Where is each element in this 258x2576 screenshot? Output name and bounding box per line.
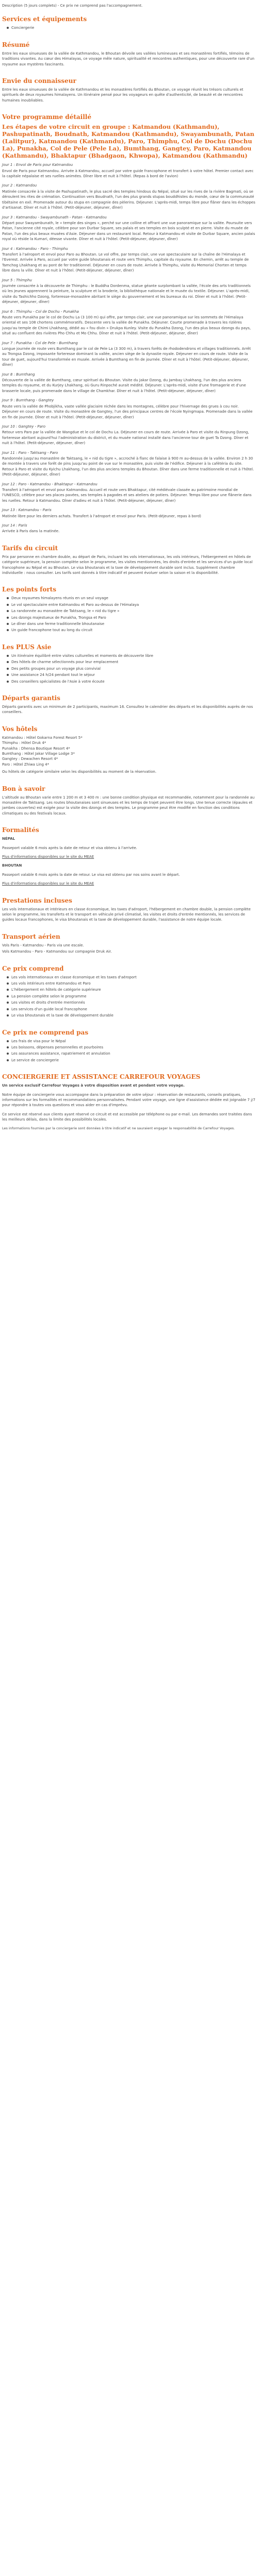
page [0,0,258,1131]
day-text: Départ pour Swayambunath, le « temple des singes », perché sur une colline et offrant une vue panoramique sur la vallée. Poursuite vers Patan, l'ancienne cité royale, célèbre pour son Durbar Square, ses palais et ses temples en bois sculpté et en pierre. Visite du musée de Patan, l'un des plus beaux musées d'Asie. Déjeuner dans un restaurant local. Retour à Katmandou et visite de Durbar Square, ancien palais royal où réside la Kumari, déesse vivante. Dîner et nuit à l'hôtel. (Petit-déjeuner, déjeuner, dîner) [2,221,255,242]
services-list [2,25,255,30]
programme-heading: Votre programme détaillé [2,113,91,121]
day-list [2,162,255,534]
list-item-text: Le dîner dans une ferme traditionnelle bhoutanaise [11,622,104,626]
list-item-text: L'hébergement en hôtels de catégorie supérieure [11,988,101,992]
services-heading: Services et équipements [2,15,87,23]
departs-heading: Départs garantis [2,694,60,702]
prix-ne-comprend-heading: Ce prix ne comprend pas [2,1028,89,1036]
day-item [2,398,255,420]
meae-link[interactable]: Plus d'informations disponibles sur le site du MEAE [2,855,94,859]
list-item [11,1013,255,1018]
formalites-text: Passeport valable 6 mois après la date de retour et visa obtenu à l'arrivée. [2,845,137,850]
meae-link[interactable]: Plus d'informations disponibles sur le site du MEAE [2,882,94,886]
bullet-icon [7,629,9,631]
list-item [11,975,255,980]
day-item [2,215,255,242]
list-item-text: Conciergerie [11,26,35,30]
formalites-country: BHOUTAN [2,863,22,868]
list-item-text: Des petits groupes pour un voyage plus convivial [11,666,101,671]
formalites-heading: Formalités [2,826,39,834]
list-item-text: Deux royaumes himalayens réunis en un seul voyage [11,596,108,601]
day-text: Route vers la vallée de Phobjikha, vaste vallée glaciaire nichée dans les montagnes, célèbre pour l'hivernage des grues à cou noir. Déjeuner en cours de route. Visite du monastère de Gangtey, l'un des principaux centres de l'école Nyingmapa. Promenade dans la vallée en fin de journée. Dîner et nuit à l'hôtel. (Petit-déjeuner, déjeuner, dîner) [2,404,253,419]
tarifs-text: Prix par personne en chambre double, au départ de Paris, incluant les vols internationaux, les vols intérieurs, l'hébergement en hôtels de catégorie supérieure, la pension complète selon le programme, les visites mentionnées, les droits d'entrée et les services d'un guide local francophone au Népal et au Bhoutan. Le visa bhoutanais et la taxe de développement durable sont inclus. Supplément chambre individuelle : nous consulter. Les tarifs sont donnés à titre indicatif et peuvent évoluer selon la saison et la disponibilité. [2,554,253,575]
list-item-text: Le visa bhoutanais et la taxe de développement durable [11,1013,114,1018]
list-item [11,1051,255,1056]
day-title: Jour 3 : Katmandou - Swayambunath - Patan - Katmandou [2,215,107,219]
list-item-text: Les frais de visa pour le Népal [11,1039,66,1043]
conciergerie-text: Notre équipe de conciergerie vous accompagne dans la préparation de votre séjour : réservation de restaurants, conseils pratiques, informations sur les formalités et recommandations personnalisées. Pendant votre voyage, une ligne d'assistance dédiée est joignable 7 j/7 pour répondre à toutes vos questions et vous aider en cas d'imprévu. [2,1092,255,1108]
day-title: Jour 2 : Katmandou [2,183,37,188]
list-item [11,608,255,614]
day-title: Jour 4 : Katmandou - Paro - Thimphu [2,246,68,251]
envie-text: Entre les eaux sinueuses de la vallée de Kathmandou et les monastères fortifiés du Bhoutan, ce voyage réunit les trésors culturels et spirituels de deux royaumes himalayens. Un itinéraire pensé pour les voyageurs en quête d'authenticité, de beauté et de rencontres humaines inoubliables. [2,88,244,103]
list-item-text: Des conseillers spécialistes de l'Asie à votre écoute [11,679,105,684]
day-text: Matinée consacrée à la visite de Pashupatinath, le plus sacré des temples hindous du Népal, situé sur les rives de la rivière Bagmati, où se déroulent les rites de crémation. Continuation vers Boudnath, l'un des plus grands stupas bouddhistes du monde, cœur de la communauté tibétaine en exil. Promenade autour du stupa en compagnie des pèlerins. Déjeuner. L'après-midi, temps libre pour flâner dans les échoppes d'artisanat. Dîner et nuit à l'hôtel. (Petit-déjeuner, déjeuner, dîner) [2,189,255,210]
hotel-item: Gangtey : Dewachen Resort 4* [2,757,58,761]
day-text: Découverte de la vallée de Bumthang, cœur spirituel du Bhoutan. Visite du Jakar Dzong, du Jambay Lhakhang, l'un des plus anciens temples du royaume, et du Kurjey Lhakhang, où Guru Rinpoché aurait médité. Déjeuner. L'après-midi, visite d'une fromagerie et d'une brasserie locale, puis promenade dans le village de Chamkhar. Dîner et nuit à l'hôtel. (Petit-déjeuner, déjeuner, dîner) [2,378,246,393]
hotels-list [2,735,255,767]
day-text: Envol de Paris pour Katmandou. Arrivée à Katmandou, accueil par votre guide francophone et transfert à votre hôtel. Premier contact avec la capitale népalaise et ses ruelles animées. Dîner libre et nuit à l'hôtel. (Repas à bord de l'avion) [2,168,254,179]
day-text: Arrivée à Paris dans la matinée. [2,529,60,534]
day-item [2,341,255,368]
list-item-text: La pension complète selon le programme [11,994,87,998]
day-text: Transfert à l'aéroport et envol pour Katmandou. Accueil et route vers Bhaktapur, cité médiévale classée au patrimoine mondial de l'UNESCO, célèbre pour ses places pavées, ses temples à pagodes et ses ateliers de potiers. Déjeuner. Temps libre pour une flânerie dans les ruelles. Retour à Katmandou. Dîner d'adieu et nuit à l'hôtel. (Petit-déjeuner, déjeuner, dîner) [2,487,252,503]
intro-text: Description (5 jours complets) - Ce prix ne comprend pas l'accompagnement. [2,4,143,8]
list-item-text: Les boissons, dépenses personnelles et pourboires [11,1045,103,1049]
bullet-icon [7,674,9,676]
list-item-text: Les visites et droits d'entrée mentionnés [11,1001,85,1005]
bullet-icon [7,982,9,985]
day-title: Jour 7 : Punakha - Col de Pele - Bumthang [2,341,78,345]
day-item [2,482,255,504]
list-item-text: La randonnée au monastère de Taktsang, le « nid du tigre » [11,609,120,614]
day-item [2,183,255,210]
bullet-icon [7,661,9,663]
highlights-heading: Les points forts [2,586,56,594]
list-item [11,666,255,671]
hotels-heading: Vos hôtels [2,725,38,733]
hotels-note: Ou hôtels de catégorie similaire selon les disponibilités au moment de la réservation. [2,770,157,774]
bullet-icon [7,1002,9,1004]
hotel-item: Paro : Hôtel Zhiwa Ling 4* [2,762,50,767]
list-item [11,596,255,601]
day-item [2,246,255,274]
bon-heading: Bon à savoir [2,785,45,792]
bullet-icon [7,1046,9,1048]
bullet-icon [7,989,9,991]
plus-list [2,653,255,684]
day-text: Matinée libre pour les derniers achats. Transfert à l'aéroport et envol pour Paris. (Petit-déjeuner, repas à bord) [2,514,201,518]
day-title: Jour 6 : Thimphu - Col de Dochu - Punakha [2,309,79,314]
list-item [11,1058,255,1063]
list-item-text: Le vol spectaculaire entre Katmandou et Paro au-dessus de l'Himalaya [11,602,139,607]
resume-text: Entre les eaux sinueuses de la vallée de Kathmandou, le Bhoutan dévoile ses vallées lumineuses et ses monastères fortifiés, témoins de traditions vivantes. Au cœur des Himalayas, ce voyage mêle nature, spiritualité et rencontres authentiques, pour une découverte rare d'un royaume aux mystères fascinants. [2,51,254,66]
bullet-icon [7,610,9,612]
bullet-icon [7,623,9,625]
day-item [2,523,255,534]
bullet-icon [7,976,9,978]
list-item [11,1045,255,1050]
bullet-icon [7,995,9,997]
bullet-icon [7,617,9,619]
envie-heading: Envie du connaisseur [2,77,76,85]
day-title: Jour 8 : Bumthang [2,372,35,377]
bullet-icon [7,27,9,29]
day-title: Jour 9 : Bumthang - Gangtey [2,398,54,403]
day-text: Retour vers Paro par la vallée de Wangdue et le col de Dochu La. Déjeuner en cours de route. Arrivée à Paro et visite du Rinpung Dzong, forteresse abritant aujourd'hui l'administration du district, et du musée national installé dans l'ancienne tour de guet Ta Dzong. Dîner et nuit à l'hôtel. (Petit-déjeuner, déjeuner, dîner) [2,430,249,446]
day-text: Route vers Punakha par le col de Dochu La (3 100 m) qui offre, par temps clair, une vue panoramique sur les sommets de l'Himalaya oriental et ses 108 chortens commémoratifs. Descente vers la vallée de Punakha. Déjeuner. Courte promenade à travers les rizières jusqu'au temple de Chimi Lhakhang, dédié au « fou divin » Drukpa Kunley. Visite du Punakha Dzong, l'un des plus beaux dzongs du pays, situé au confluent des rivières Pho Chhu et Mo Chhu. Dîner et nuit à l'hôtel. (Petit-déjeuner, déjeuner, dîner) [2,315,251,336]
bullet-icon [7,1008,9,1010]
transport-line: Vols Paris - Katmandou - Paris via une escale. [2,943,84,947]
day-item [2,162,255,179]
list-item-text: Les vols internationaux en classe économique et les taxes d'aéroport [11,975,137,979]
day-title: Jour 5 : Thimphu [2,278,32,282]
day-text: Transfert à l'aéroport et envol pour Paro au Bhoutan. Le vol offre, par temps clair, une vue spectaculaire sur la chaîne de l'Himalaya et l'Everest. Arrivée à Paro, accueil par votre guide bhoutanais et route vers Thimphu, capitale du royaume. En chemin, arrêt au temple de Tamchog Lhakhang et au pont de fer traditionnel. Déjeuner en cours de route. Arrivée à Thimphu, visite du Memorial Chorten et temps libre dans la ville. Dîner et nuit à l'hôtel. (Petit-déjeuner, déjeuner, dîner) [2,252,249,273]
incluses-heading: Prestations incluses [2,896,72,904]
day-item [2,309,255,336]
hotel-item: Katmandou : Hôtel Gokarna Forest Resort 5* [2,735,83,740]
list-item [11,1039,255,1044]
conciergerie-disclaimer: Les informations fournies par la conciergerie sont données à titre indicatif et ne sauraient engager la responsabilité de Carrefour Voyages. [2,1126,235,1130]
list-item-text: Le service de conciergerie [11,1058,59,1062]
list-item-text: Des hôtels de charme sélectionnés pour leur emplacement [11,660,119,665]
departs-text: Départs garantis avec un minimum de 2 participants, maximum 16. Consultez le calendrier des départs et les disponibilités auprès de nos conseillers. [2,704,253,715]
list-item [11,659,255,665]
list-item-text: Les services d'un guide local francophone [11,1007,87,1011]
bullet-icon [7,604,9,606]
list-item-text: Un guide francophone tout au long du circuit [11,628,93,633]
bullet-icon [7,1053,9,1055]
programme-subtitle: Les étapes de votre circuit en groupe : Katmandou (Kathmandu), Pashupatinath, Boudnath, Katmandou (Kathmandu), Swayambunath, Patan (Lalitpur), Katmandou (Kathmandu), Paro, Thimphu, Col de Dochu (Dochu La), Punakha, Col de Pele (Pele La), Bumthang, Gangtey, Paro, Katmandou (Kathmandu), Bhaktapur (Bhadgaon, Khwopa), Katmandou (Kathmandu) [2,123,254,160]
list-item [11,615,255,620]
list-item [11,679,255,684]
prix-comprend-heading: Ce prix comprend [2,964,64,972]
formalites-country: NÉPAL [2,837,15,841]
list-item [11,628,255,633]
day-title: Jour 14 : Paris [2,523,27,528]
list-item [11,672,255,677]
prix-ne-comprend-list [2,1039,255,1063]
list-item-text: Les assurances assistance, rapatriement et annulation [11,1052,110,1056]
list-item [11,1007,255,1012]
list-item [11,602,255,607]
transport-heading: Transport aérien [2,933,60,940]
day-text: Longue journée de route vers Bumthang par le col de Pele La (3 300 m), à travers forêts de rhododendrons et villages traditionnels. Arrêt au Trongsa Dzong, imposante forteresse dominant la vallée, ancien siège de la dynastie royale. Déjeuner en cours de route. Visite de la tour de guet, aujourd'hui transformée en musée. Arrivée à Bumthang en fin de journée. Dîner et nuit à l'hôtel. (Petit-déjeuner, déjeuner, dîner) [2,347,251,367]
highlights-list [2,596,255,633]
bullet-icon [7,597,9,599]
transport-line: Vols Katmandou - Paro - Katmandou sur compagnie Druk Air. [2,950,112,954]
plus-heading: Les PLUS Asie [2,643,52,651]
day-item [2,424,255,446]
day-title: Jour 1 : Envol de Paris pour Katmandou [2,163,73,167]
bon-text: L'altitude au Bhoutan varie entre 1 200 m et 3 400 m : une bonne condition physique est recommandée, notamment pour la randonnée au monastère de Taktsang. Les routes bhoutanaises sont sinueuses et les temps de trajet peuvent être longs. Une tenue correcte (épaules et jambes couvertes) est exigée pour la visite des dzongs et des temples. Le programme peut être modifié en fonction des conditions climatiques ou des festivals locaux. [2,795,255,816]
list-item-text: Les dzongs majestueux de Punakha, Trongsa et Paro [11,615,106,620]
resume-heading: Résumé [2,41,30,48]
list-item [11,994,255,999]
hotel-item: Thimphu : Hôtel Druk 4* [2,741,46,745]
bullet-icon [7,655,9,657]
list-item [11,621,255,626]
day-text: Randonnée jusqu'au monastère de Taktsang, le « nid du tigre », accroché à flanc de falaise à 900 m au-dessus de la vallée. Environ 2 h 30 de montée à travers une forêt de pins jusqu'au point de vue sur le monastère, puis visite de l'édifice. Déjeuner à la cafétéria du site. Retour à Paro et visite du Kyichu Lhakhang, l'un des plus anciens temples du Bhoutan. Dîner dans une ferme traditionnelle et nuit à l'hôtel. (Petit-déjeuner, déjeuner, dîner) [2,456,254,477]
day-item [2,507,255,519]
formalites-link[interactable] [2,881,255,886]
bullet-icon [7,1059,9,1061]
list-item [11,987,255,992]
conciergerie-text: Ce service est réservé aux clients ayant réservé ce circuit et est accessible par téléphone ou par e-mail. Les demandes sont traitées dans les meilleurs délais, dans la limite des possibilités locales. [2,1112,252,1122]
day-item [2,372,255,394]
bullet-icon [7,1014,9,1016]
hotel-item: Bumthang : Hôtel Jakar Village Lodge 3* [2,751,75,756]
list-item [11,1000,255,1005]
day-title: Jour 12 : Paro - Katmandou - Bhaktapur - Katmandou [2,482,98,486]
conciergerie-heading: CONCIERGERIE ET ASSISTANCE CARREFOUR VOYAGES [2,1073,201,1081]
list-item [11,981,255,986]
conciergerie-intro: Un service exclusif Carrefour Voyages à votre disposition avant et pendant votre voyage. [2,1083,185,1088]
formalites-link[interactable] [2,854,255,859]
hotel-item: Punakha : Dhensa Boutique Resort 4* [2,746,70,751]
list-item-text: Un itinéraire équilibré entre visites culturelles et moments de découverte libre [11,653,153,658]
day-text: Journée consacrée à la découverte de Thimphu : le Buddha Dordenma, statue géante surplombant la vallée, l'école des arts traditionnels où les jeunes apprennent la peinture, la sculpture et la broderie, la bibliothèque nationale et le musée du textile. Déjeuner. L'après-midi, visite du Tashichho Dzong, forteresse-monastère abritant le siège du gouvernement et les bureaux du roi. Dîner et nuit à l'hôtel. (Petit-déjeuner, déjeuner, dîner) [2,283,251,304]
list-item [11,25,255,30]
day-title: Jour 10 : Gangtey - Paro [2,424,46,429]
bullet-icon [7,668,9,670]
list-item-text: Les vols intérieurs entre Katmandou et Paro [11,981,91,986]
tarifs-heading: Tarifs du circuit [2,544,58,552]
formalites-text: Passeport valable 6 mois après la date de retour. Le visa est obtenu par nos soins avant le départ. [2,872,180,877]
day-title: Jour 11 : Paro - Taktsang - Paro [2,450,58,455]
bullet-icon [7,681,9,683]
incluses-text: Les vols internationaux et intérieurs en classe économique, les taxes d'aéroport, l'hébergement en chambre double, la pension complète selon le programme, les transferts et le transport en véhicule privé climatisé, les visites et droits d'entrée mentionnés, les services de guides locaux francophones, le visa bhoutanais et la taxe de développement durable, l'assistance de notre équipe locale. [2,907,251,922]
list-item [11,653,255,658]
day-title: Jour 13 : Katmandou - Paris [2,508,52,513]
prix-comprend-list [2,975,255,1019]
day-item [2,278,255,305]
list-item-text: Une assistance 24 h/24 pendant tout le séjour [11,673,95,677]
day-item [2,450,255,478]
bullet-icon [7,1040,9,1042]
